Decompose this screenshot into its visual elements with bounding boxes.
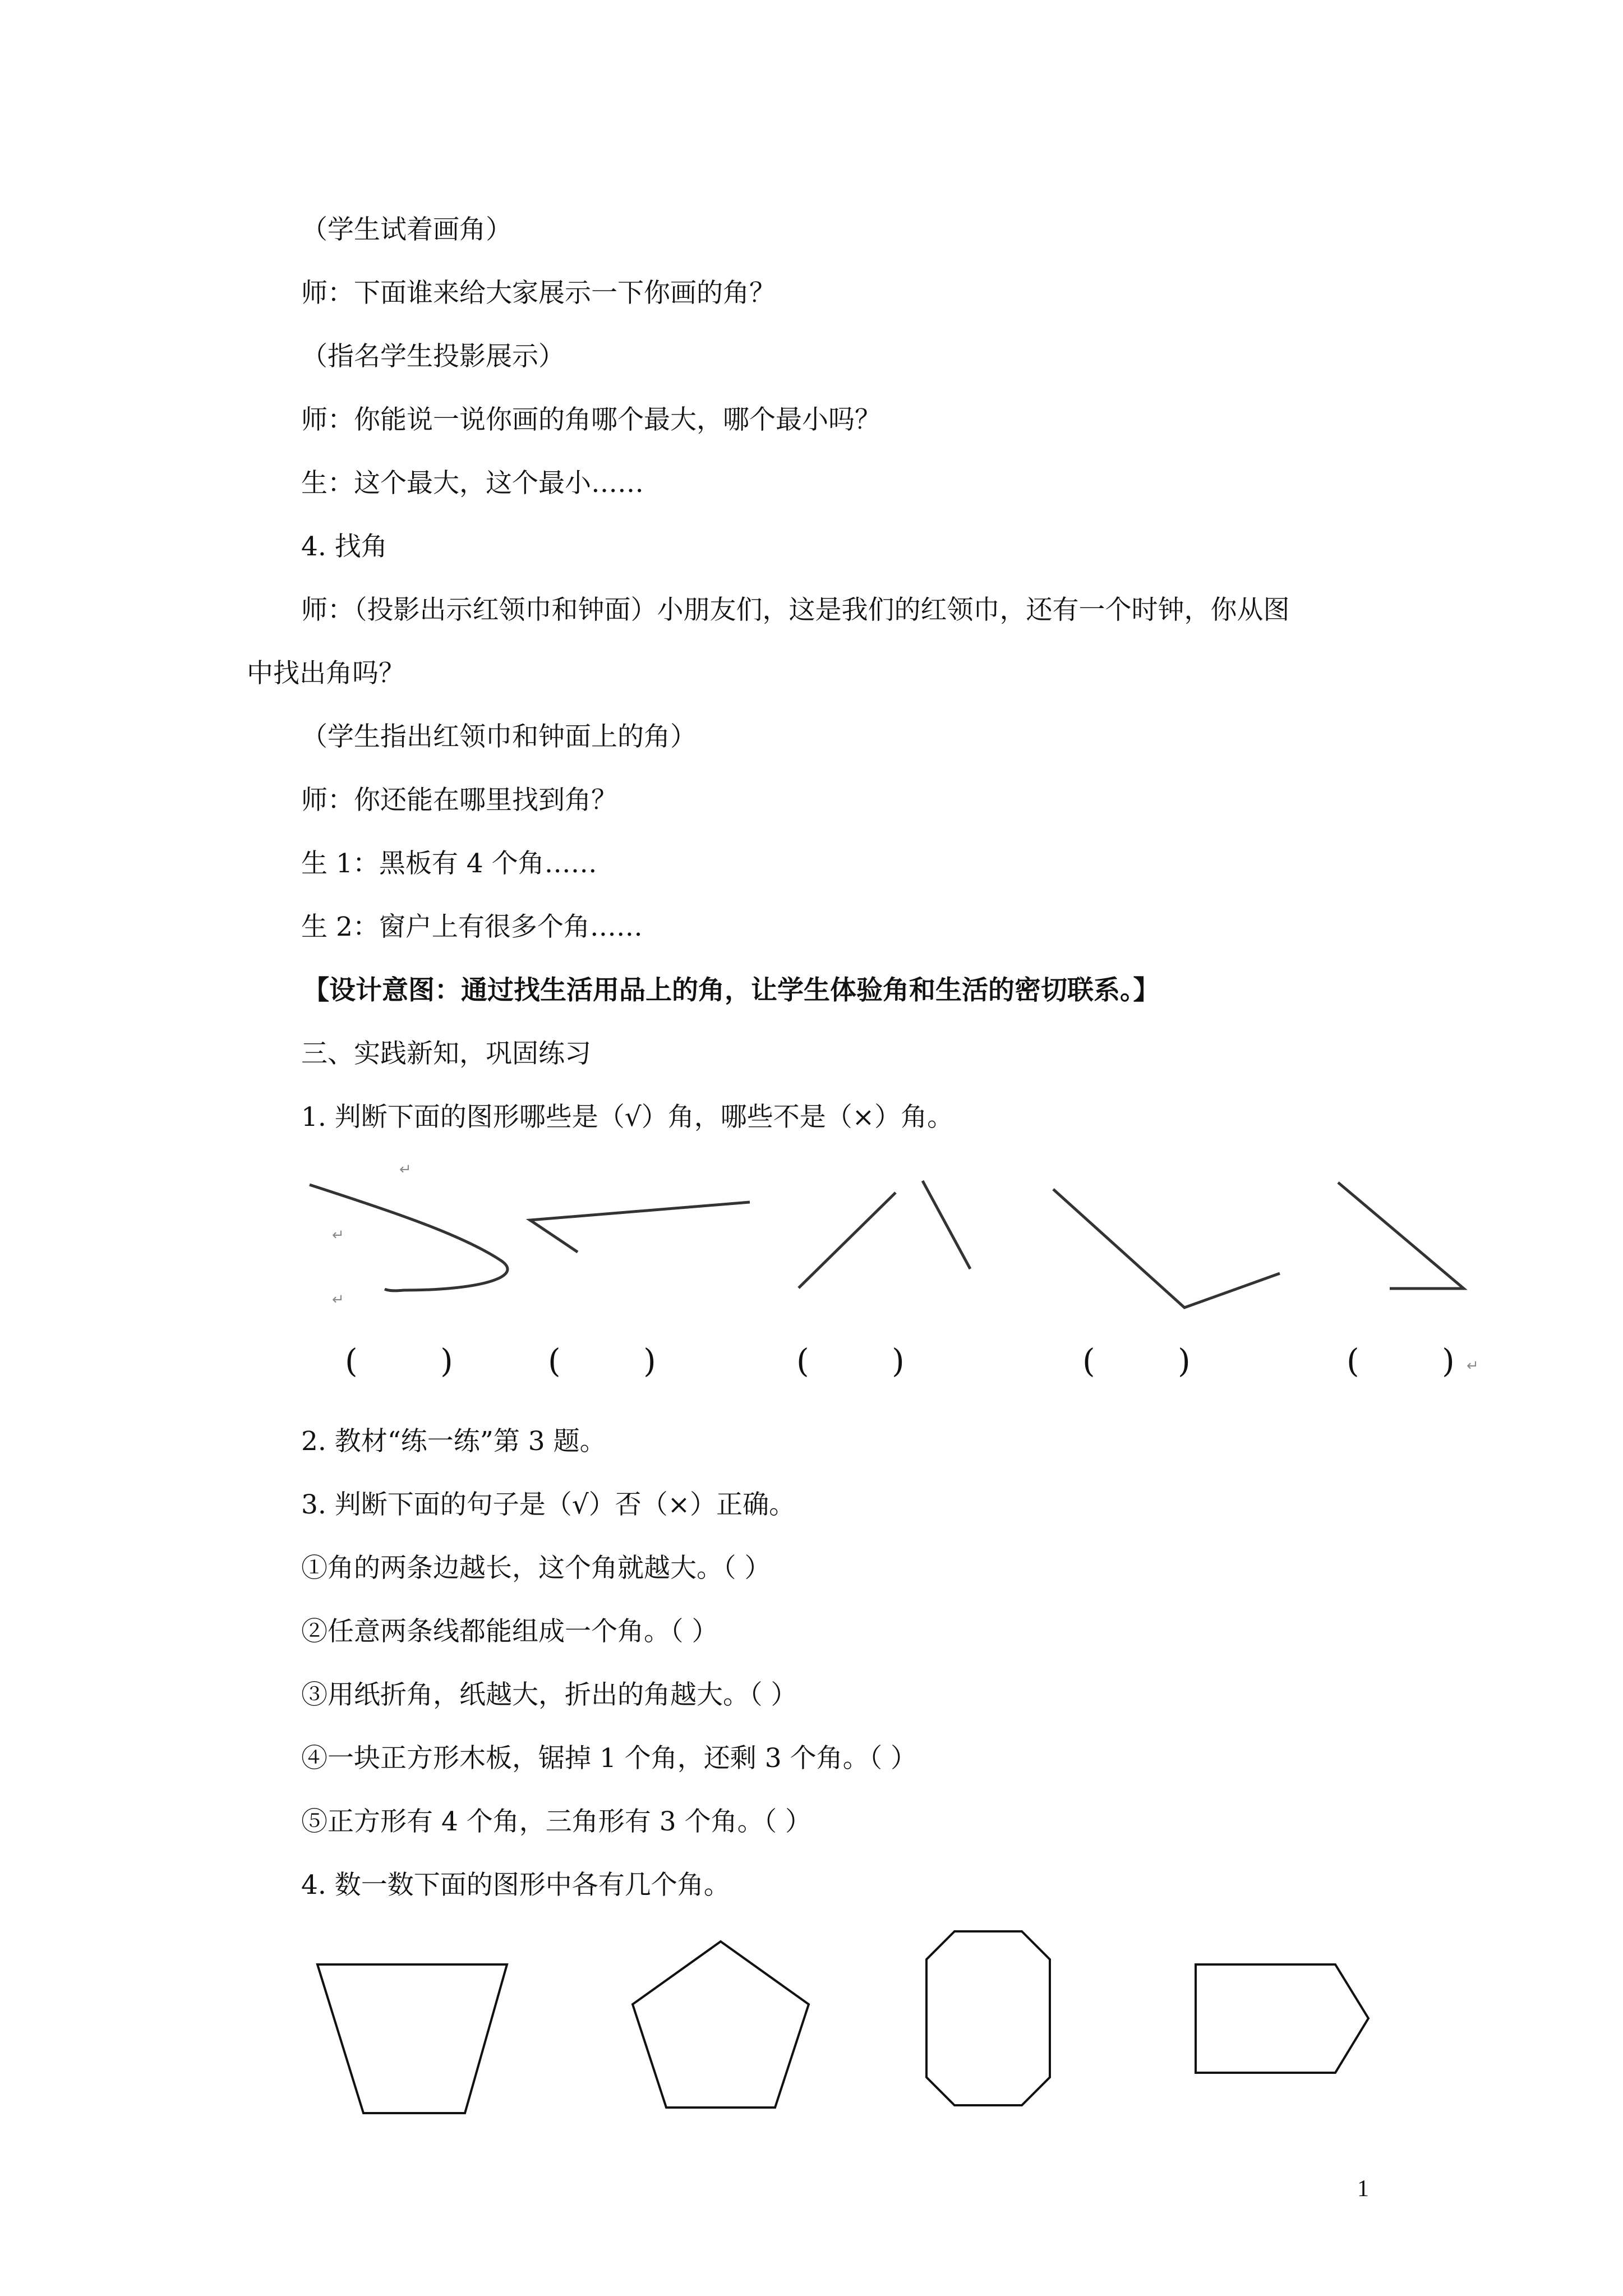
text-line-teacher-where: 师：你还能在哪里找到角？ (301, 785, 617, 816)
text-line-projection: （指名学生投影展示） (301, 341, 565, 372)
statement-4: ④一块正方形木板，锯掉 1 个角，还剩 3 个角。（ ） (301, 1743, 917, 1774)
answer-blank-figure-1[interactable]: ( ) (345, 1342, 453, 1380)
figure-separate-line-right (923, 1181, 970, 1269)
text-line-student2: 生 2：窗户上有很多个角…… (301, 912, 643, 942)
exercise-1-prompt: 1. 判断下面的图形哪些是（√）角，哪些不是（×）角。 (301, 1102, 954, 1133)
exercise-2-prompt: 2. 教材“练一练”第 3 题。 (301, 1426, 606, 1457)
figure-flat-angle (530, 1202, 750, 1252)
answer-blank-figure-2[interactable]: ( ) (548, 1342, 656, 1380)
answer-blank-figure-3[interactable]: ( ) (796, 1342, 905, 1380)
text-line-student-point: （学生指出红领巾和钟面上的角） (301, 721, 697, 752)
statement-1: ①角的两条边越长，这个角就越大。（ ） (301, 1553, 771, 1584)
return-mark: ↵ (399, 1161, 412, 1178)
section-heading-find-angles: 4. 找角 (301, 531, 388, 562)
statement-5: ⑤正方形有 4 个角，三角形有 3 个角。（ ） (301, 1806, 812, 1837)
text-line-teacher-scarf-clock: 师：（投影出示红领巾和钟面）小朋友们，这是我们的红领巾，还有一个时钟，你从图 (301, 595, 1290, 625)
text-line-student-draw: （学生试着画角） (301, 214, 512, 245)
return-mark: ↵ (332, 1291, 344, 1308)
pentagon-shape (633, 1941, 809, 2108)
trapezoid-shape (317, 1964, 507, 2113)
exercise-3-prompt: 3. 判断下面的句子是（√）否（×）正确。 (301, 1489, 796, 1520)
home-pentagon-shape (1196, 1964, 1368, 2073)
statement-3: ③用纸折角，纸越大，折出的角越大。（ ） (301, 1680, 797, 1710)
text-line-teacher-ask-largest: 师：你能说一说你画的角哪个最大，哪个最小吗？ (301, 404, 881, 435)
text-line-teacher-show: 师：下面谁来给大家展示一下你画的角？ (301, 278, 776, 309)
design-intent: 【设计意图：通过找生活用品上的角，让学生体验角和生活的密切联系。】 (303, 975, 1160, 1006)
answer-blank-figure-4[interactable]: ( ) (1082, 1342, 1191, 1380)
page-number: 1 (1357, 2176, 1369, 2202)
figure-separate-line-left (799, 1193, 896, 1288)
section-heading-practice: 三、实践新知，巩固练习 (301, 1038, 591, 1069)
return-mark: ↵ (332, 1227, 344, 1244)
text-line-student1: 生 1：黑板有 4 个角…… (301, 848, 597, 879)
answer-blank-figure-5[interactable]: ( ) (1347, 1342, 1455, 1380)
statement-2: ②任意两条线都能组成一个角。（ ） (301, 1616, 718, 1647)
return-mark: ↵ (1467, 1358, 1479, 1374)
figure-acute-angle (1338, 1182, 1464, 1289)
exercise-4-prompt: 4. 数一数下面的图形中各有几个角。 (301, 1870, 730, 1901)
figure-obtuse-angle (1053, 1189, 1280, 1308)
text-line-student-answer: 生：这个最大，这个最小…… (301, 468, 644, 499)
octagon-shape (926, 1931, 1050, 2105)
text-line-teacher-scarf-clock-cont: 中找出角吗？ (247, 658, 405, 689)
